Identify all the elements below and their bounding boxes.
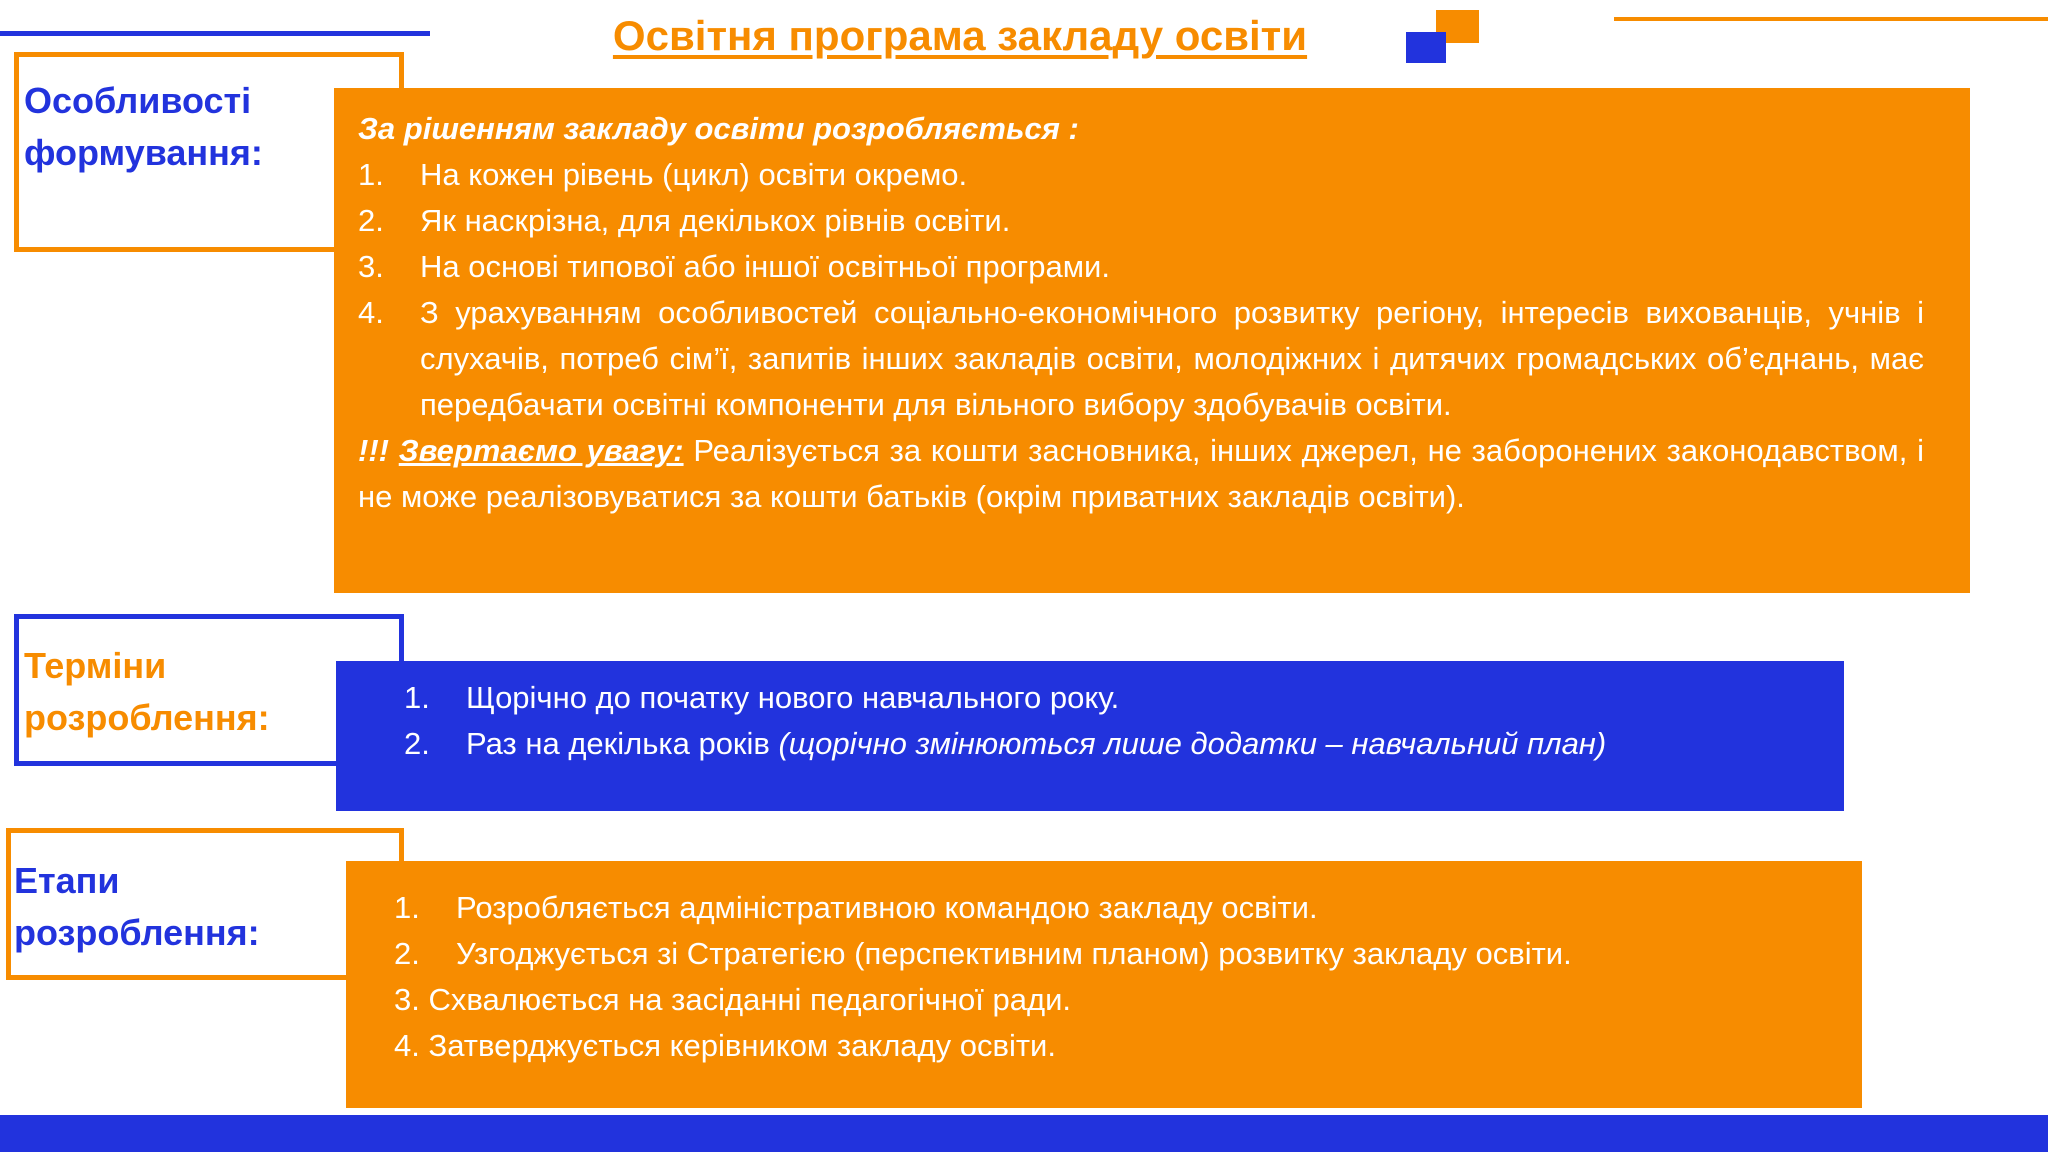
list-item-text: Затверджується керівником закладу освіти. xyxy=(428,1028,1056,1063)
attention-text: Реалізується за кошти засновника, інших джерел, не заборонених законодавством, і не може реалізовуватися за кошти батьків (окрім приватних закладів освіти). xyxy=(358,433,1924,514)
attention-note xyxy=(358,428,1924,520)
list-item-text: На основі типової або іншої освітньої програми. xyxy=(420,249,1110,284)
list-item-main-text: Щорічно до початку нового навчального року. xyxy=(466,680,1120,715)
list-item-number: 1. xyxy=(358,157,384,192)
list-item-text: Розробляється адміністративною командою закладу освіти. xyxy=(456,890,1318,925)
list-item-number: 3. xyxy=(358,249,384,284)
terms-list xyxy=(404,675,1824,767)
list-item xyxy=(394,1023,1842,1069)
slide-title: Освітня програма закладу освіти xyxy=(612,12,1308,59)
terms-label xyxy=(24,640,270,744)
stages-label-line2: розроблення: xyxy=(14,912,260,953)
features-list xyxy=(358,152,1924,428)
list-item xyxy=(358,152,1924,198)
list-item xyxy=(394,885,1842,931)
stages-panel xyxy=(346,861,1862,1108)
list-item-text: Як наскрізна, для декількох рівнів освіти. xyxy=(420,203,1011,238)
attention-mark: !!! xyxy=(358,433,389,468)
list-item-number: 4. xyxy=(358,295,384,330)
features-panel xyxy=(334,88,1970,593)
blue-square-decor xyxy=(1406,32,1446,63)
top-left-decor-line xyxy=(0,31,430,36)
footer-bar xyxy=(0,1115,2048,1152)
list-item-text: Узгоджується зі Стратегією (перспективним планом) розвитку закладу освіти. xyxy=(456,936,1572,971)
terms-label-line1: Терміни xyxy=(24,645,167,686)
list-item-number: 2. xyxy=(358,203,384,238)
top-right-decor-line xyxy=(1614,17,2048,21)
list-item-text xyxy=(466,675,1824,721)
list-item xyxy=(394,977,1842,1023)
stages-label xyxy=(14,855,260,959)
stages-list xyxy=(394,885,1842,1069)
list-item xyxy=(394,931,1842,977)
list-item-text: З урахуванням особливостей соціально-економічного розвитку регіону, інтересів вихованців, учнів і слухачів, потреб сім’ї, запитів інших закладів освіти, молодіжних і дитячих громадських об’єднань, має передбачати освітні компоненти для вільного вибору здобувачів освіти. xyxy=(420,295,1924,422)
terms-label-line2: розроблення: xyxy=(24,697,270,738)
stages-label-line1: Етапи xyxy=(14,860,120,901)
list-item-number: 2. xyxy=(394,936,420,971)
list-item-text: На кожен рівень (цикл) освіти окремо. xyxy=(420,157,968,192)
features-label xyxy=(24,75,263,179)
list-item xyxy=(404,675,1824,721)
list-item-italic-text: (щорічно змінюються лише додатки – навчальний план) xyxy=(778,726,1607,761)
features-label-line1: Особливості xyxy=(24,80,252,121)
list-item-main-text: Раз на декілька років xyxy=(466,726,779,761)
features-lead: За рішенням закладу освіти розробляється : xyxy=(358,111,1079,146)
list-item-number: 3. xyxy=(394,982,420,1017)
terms-panel xyxy=(336,661,1844,811)
list-item-number: 2. xyxy=(404,726,430,761)
list-item xyxy=(358,290,1924,428)
list-item xyxy=(358,198,1924,244)
list-item-number: 4. xyxy=(394,1028,420,1063)
list-item-number: 1. xyxy=(394,890,420,925)
list-item-text: Схвалюється на засіданні педагогічної ради. xyxy=(428,982,1071,1017)
list-item xyxy=(404,721,1824,767)
attention-heading: Звертаємо увагу: xyxy=(398,433,684,468)
list-item-text xyxy=(466,721,1824,767)
list-item xyxy=(358,244,1924,290)
features-label-line2: формування: xyxy=(24,132,263,173)
list-item-number: 1. xyxy=(404,680,430,715)
